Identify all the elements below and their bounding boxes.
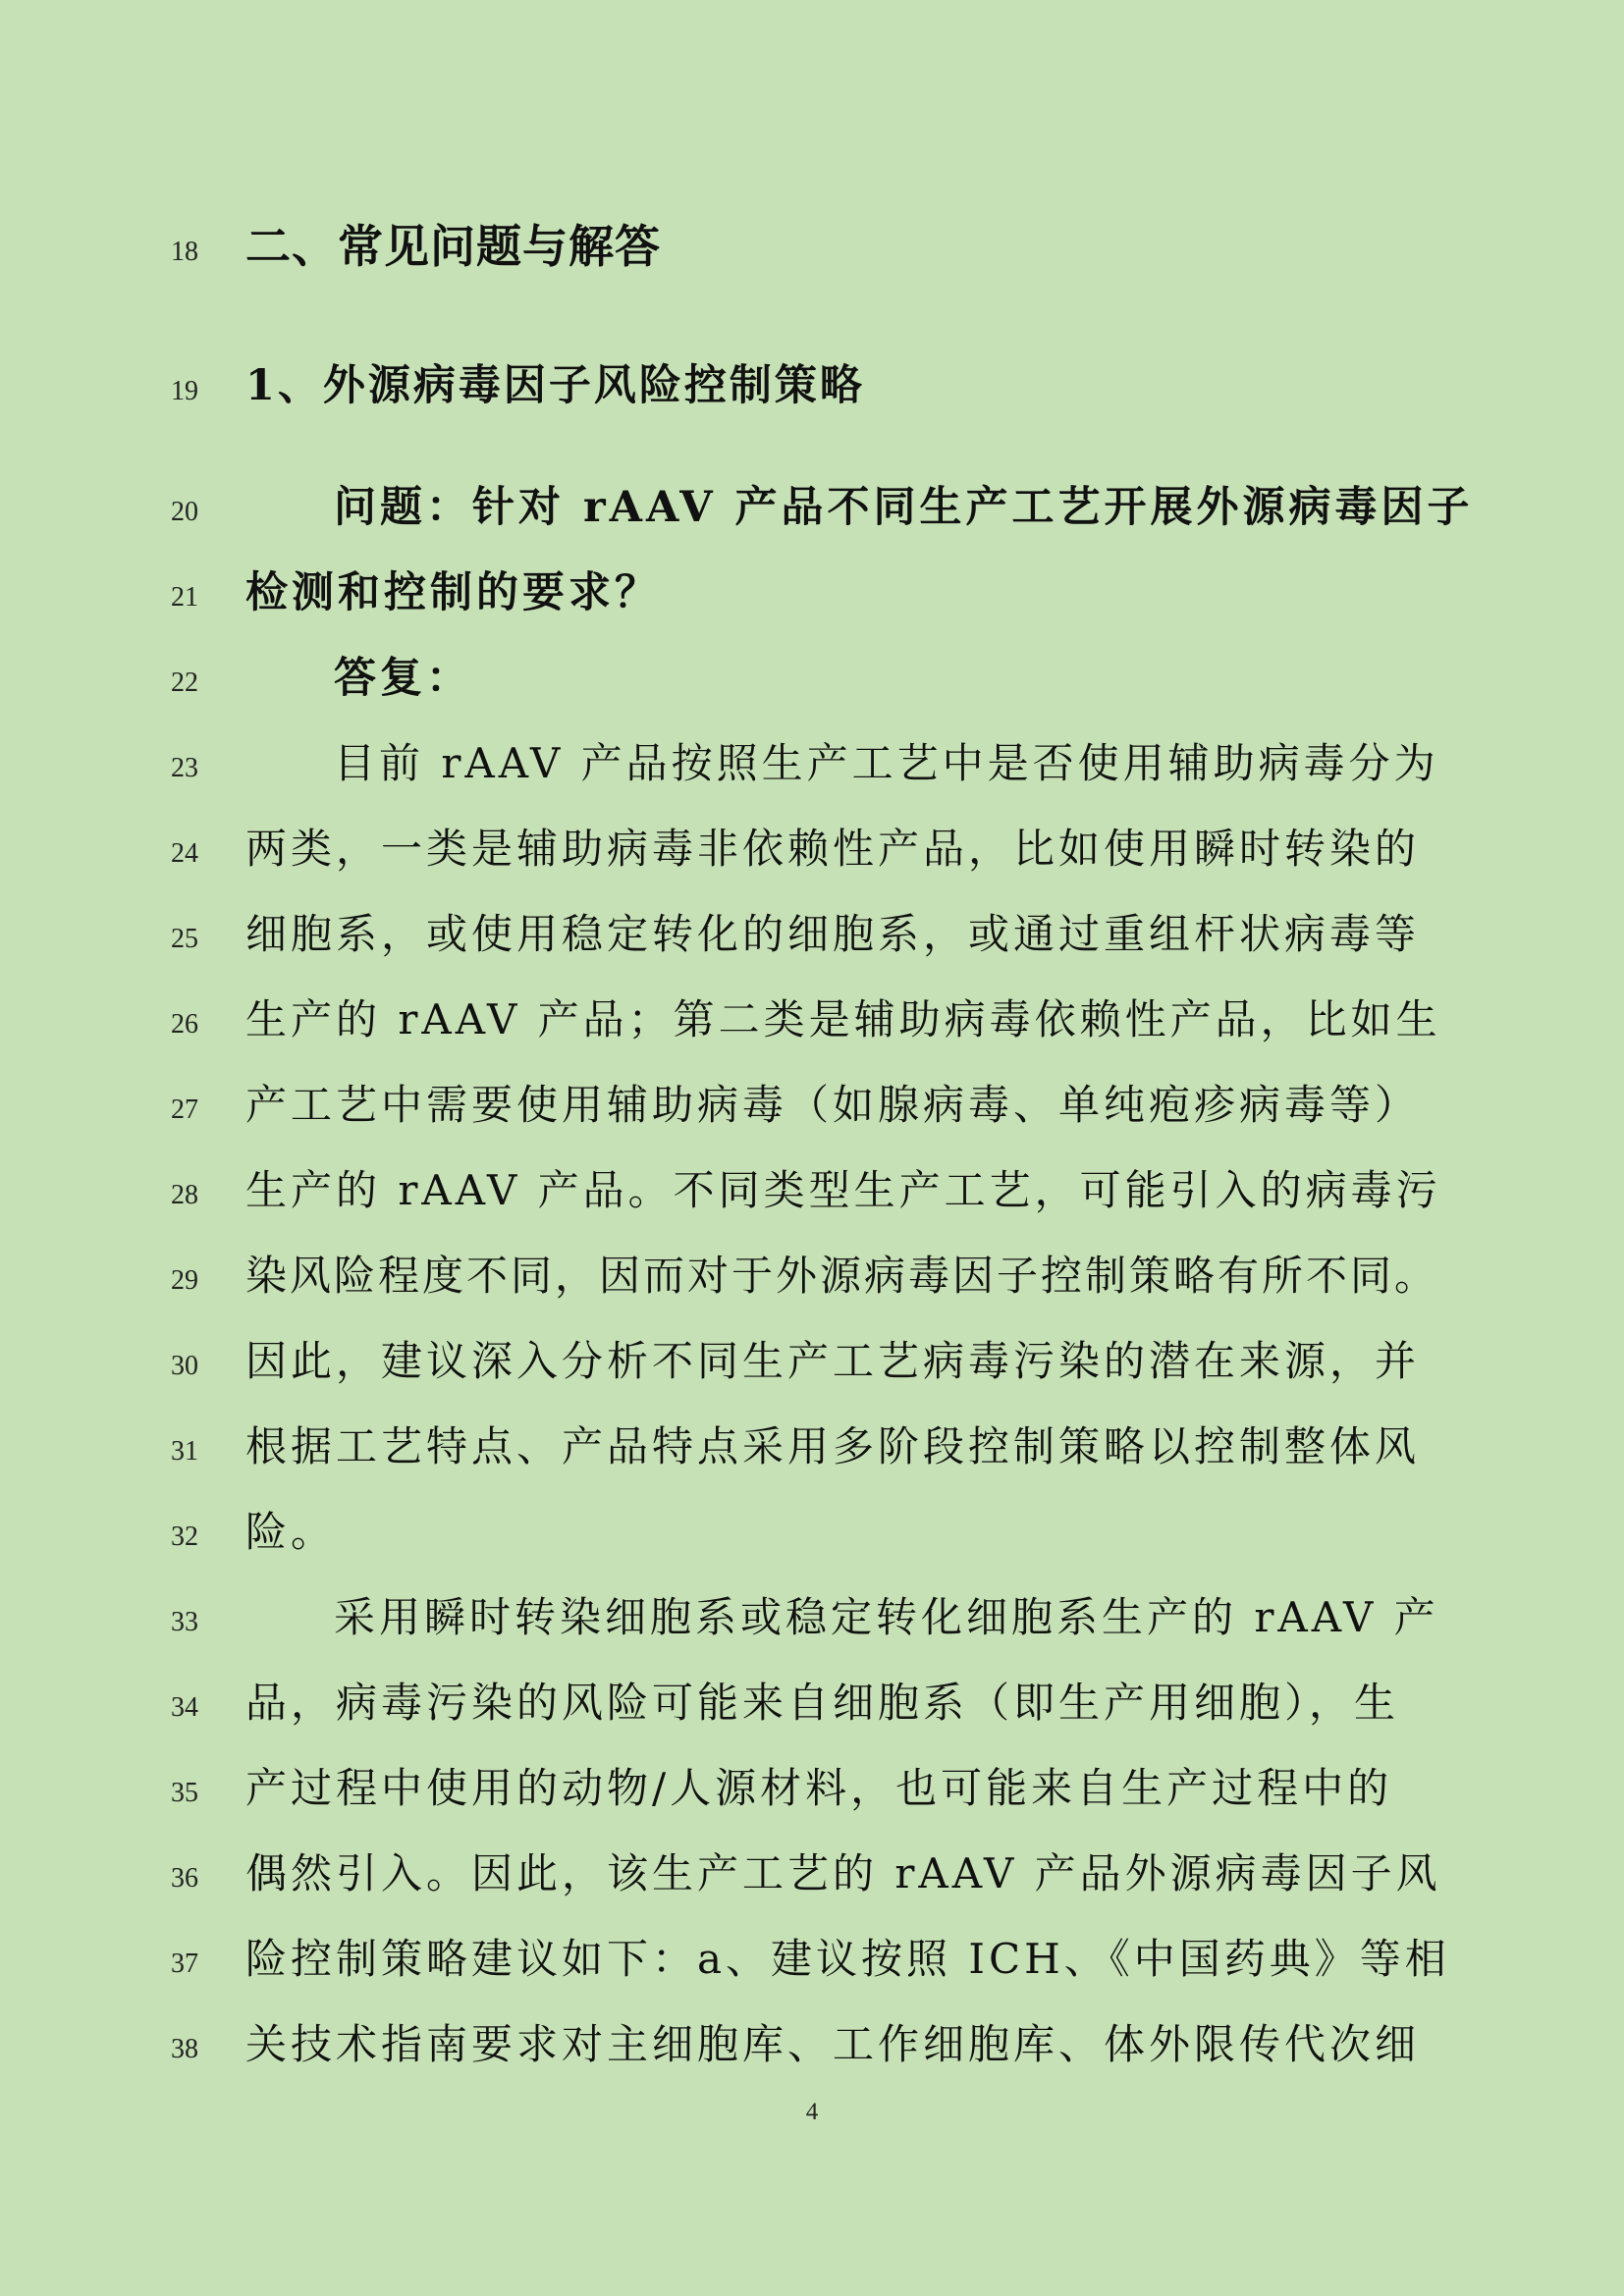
paragraph-line: 生产的 rAAV 产品；第二类是辅助病毒依赖性产品，比如生 <box>245 995 1441 1043</box>
line-number: 22 <box>171 667 198 698</box>
paragraph-line: 染风险程度不同，因而对于外源病毒因子控制策略有所不同。 <box>245 1252 1439 1300</box>
paragraph-line: 险控制策略建议如下：a、建议按照 ICH、《中国药典》等相 <box>245 1935 1450 1983</box>
subsection-heading: 1、外源病毒因子风险控制策略 <box>245 361 865 410</box>
line-number: 19 <box>171 376 198 406</box>
line-number: 32 <box>171 1522 198 1552</box>
line-number: 33 <box>171 1607 198 1637</box>
line-number: 20 <box>171 497 198 527</box>
line-number: 24 <box>171 838 198 869</box>
line-number: 26 <box>171 1009 198 1040</box>
paragraph-line: 品，病毒污染的风险可能来自细胞系（即生产用细胞），生 <box>245 1679 1400 1727</box>
paragraph-line: 产工艺中需要使用辅助病毒（如腺病毒、单纯疱疹病毒等） <box>245 1081 1421 1129</box>
question-line-2: 检测和控制的要求？ <box>245 568 661 617</box>
paragraph-line: 偶然引入。因此，该生产工艺的 rAAV 产品外源病毒因子风 <box>245 1849 1441 1897</box>
page-number: 4 <box>805 2099 819 2125</box>
line-number: 29 <box>171 1265 198 1296</box>
paragraph-line: 细胞系，或使用稳定转化的细胞系，或通过重组杆状病毒等 <box>245 910 1421 958</box>
paragraph-line: 因此，建议深入分析不同生产工艺病毒污染的潜在来源，并 <box>245 1337 1421 1385</box>
line-number: 37 <box>171 1949 198 1979</box>
paragraph-line: 采用瞬时转染细胞系或稳定转化细胞系生产的 rAAV 产 <box>334 1593 1439 1641</box>
line-number: 25 <box>171 924 198 954</box>
line-number: 21 <box>171 582 198 613</box>
paragraph-line: 关技术指南要求对主细胞库、工作细胞库、体外限传代次细 <box>245 2020 1421 2068</box>
paragraph-line: 目前 rAAV 产品按照生产工艺中是否使用辅助病毒分为 <box>334 739 1439 787</box>
line-number: 35 <box>171 1778 198 1808</box>
line-number: 30 <box>171 1351 198 1381</box>
paragraph-line: 根据工艺特点、产品特点采用多阶段控制策略以控制整体风 <box>245 1422 1421 1470</box>
paragraph-line: 险。 <box>245 1508 337 1556</box>
line-number: 18 <box>171 237 198 267</box>
line-number: 36 <box>171 1863 198 1894</box>
answer-label: 答复： <box>334 654 472 703</box>
line-number: 28 <box>171 1180 198 1210</box>
question-line-1: 问题：针对 rAAV 产品不同生产工艺开展外源病毒因子 <box>334 483 1474 532</box>
section-heading: 二、常见问题与解答 <box>245 220 661 273</box>
line-number: 27 <box>171 1095 198 1125</box>
paragraph-line: 产过程中使用的动物/人源材料，也可能来自生产过程中的 <box>245 1764 1393 1812</box>
paragraph-line: 生产的 rAAV 产品。不同类型生产工艺，可能引入的病毒污 <box>245 1166 1441 1214</box>
line-number: 34 <box>171 1692 198 1723</box>
paragraph-line: 两类，一类是辅助病毒非依赖性产品，比如使用瞬时转染的 <box>245 825 1421 873</box>
line-number: 31 <box>171 1436 198 1467</box>
line-number: 38 <box>171 2034 198 2064</box>
line-number: 23 <box>171 753 198 783</box>
